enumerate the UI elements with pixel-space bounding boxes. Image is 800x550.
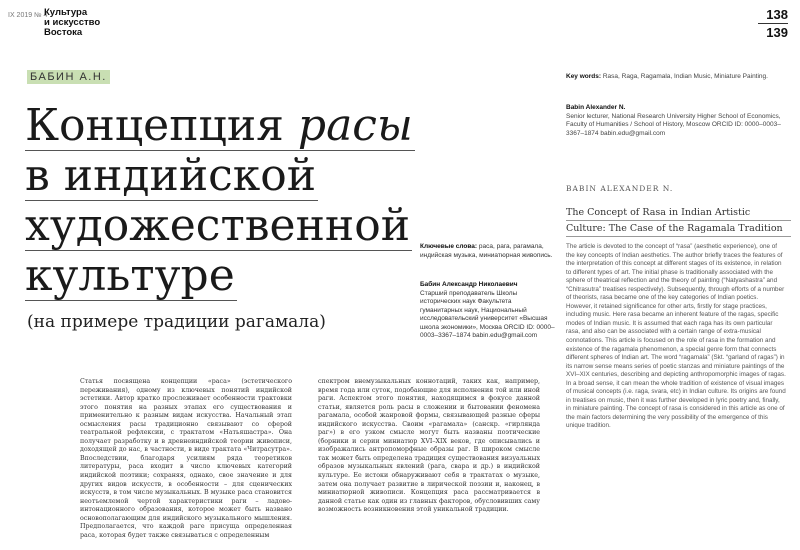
affiliation-ru-name: Бабин Александр Николаевич [420,281,518,288]
affiliation-ru [420,281,555,341]
title-word-italic: расы [297,100,413,151]
issue-label: IX 2019 № 4 [8,12,48,19]
keywords-en-text: Rasa, Raga, Ragamala, Indian Music, Miniature Painting. [601,73,768,80]
article-title-line-4: культуре [25,250,235,301]
affiliation-en-name: Babin Alexander N. [566,104,626,111]
article-title-line-3: художественной [25,200,411,251]
affiliation-en-text: Senior lecturer, National Research University Higher School of Economics, Faculty of Humanities / School of History, Moscow ORCID ID: 0000–0003–3367–1874 babin.edu@gmail.com [566,112,781,137]
keywords-ru [420,243,555,260]
article-title-en [566,205,791,237]
page-number-left: 138 [766,7,788,22]
keywords-ru-text: раса, рага, рагамала, индийская музыка, миниатюрная живопись. [420,243,553,259]
page-numbers [758,6,788,41]
keywords-ru-label: Ключевые слова: [420,243,478,250]
article-title-en-line: The Concept of Rasa in Indian Artistic [566,205,791,221]
journal-title [44,8,134,38]
keywords-en [566,73,791,82]
affiliation-en [566,104,791,138]
journal-title-line: Востока [44,27,83,38]
author-ru: БАБИН А.Н. [27,70,110,84]
journal-title-line: и искусство [44,17,101,28]
abstract-ru-column-1: Статья посвящена концепции «раса» (эстетического переживания), одному из ключевых понятий индийской эстетики. Автор кратко прослеживает особенности трактовки этого понятия на разных этапах его существования и применительно к разным видам искусства. Начальный этап осмысления расы традиционно связывают со сферой театральной рефлексии, с трактатом «Натьяшастра». Она получает разработку и в древнеиндийской теории живописи, доходящей до нас, в частности, в виде трактата «Читрасутра». Впоследствии, благодаря усилиям ряда теоретиков литературы, раса входит в число ключевых категорий индийской поэтики; сохраняя, однако, свое значение и для других видов искусств, в особенности – для сценических искусств, в том числе музыкальных. В музыке раса становится неотъемлемой чертой характеристики раги – ладово-интонационного образования, которое может быть названо основополагающим для индийского музыкального мышления. Предполагается, что каждой раге присуща определенная раса, которая будет также связываться с определенным [80,378,292,539]
article-subtitle: (на примере традиции рагамала) [27,312,326,332]
abstract-en: The article is devoted to the concept of “rasa” (aesthetic experience), one of the key concepts of Indian aesthetics. The author briefly traces the features of the interpretation of this concept at different stages of its existence, in relation to different types of art. The initial phase is traditionally associated with the sphere of theatrical reflection and the theory of painting (“Natyashastra” and “Chitrasutra” treatises respectively). Subsequently, through efforts of a number of theorists, rasa became one of the key categories of Indian poetics. However, it retained significance for other arts, firstly for stage practices, including music. Here rasa became an inherent feature of the ragas, specific modes of Indian music. It is assumed that each raga has its own particular rasa, and also can be associated with a certain range of extra-musical connotations. This article is focused on the role of rasa in the formation and existence of the ragamala phenomenon, a special genre form that connects different spheres of Indian art. The word “ragamala” (Skt. “garland of ragas”) in its narrow sense means series of poetic stanzas and miniature paintings of the XVI–XIX centuries, describing and depicting anthropomorphic images of ragas. In a broad sense, it can mean the whole tradition of existence of visual images of musical concepts (i.e. raga, svara, etc) in Indian culture. Its origins are found in treatises on music, then it was further developed in lyric poetry and, finally, in miniature painting. The concept of rasa is considered in this article as one of the main factors determining the very possibility of the emergence of this unique tradition. [566,243,786,430]
keywords-en-label: Key words: [566,73,602,80]
article-title-line-2: в индийской [25,150,317,201]
author-en: BABIN ALEXANDER N. [566,184,674,193]
journal-title-line: Культура [44,7,88,18]
article-title-line-1 [25,102,415,151]
article-title-en-line: Culture: The Case of the Ragamala Tradition [566,221,791,237]
page-number-right: 139 [766,25,788,40]
affiliation-ru-text: Старший преподаватель Школы исторических наук Факультета гуманитарных наук, Национальный исследовательский университет «Высшая школа экономики», Москва ORCID ID: 0000–0003–3367–1874 babin.edu@gmail.com [420,289,555,339]
title-word: Концепция [25,100,298,151]
abstract-ru-column-2: спектром внемузыкальных коннотаций, таких как, например, время года или суток, подобающие для исполнения той или иной раги. Аспектом этого понятия, находящимся в фокусе данной статьи, является роль расы в сложении и бытовании феномена рагамала, особой жанровой формы, связывающей разные сферы индийского искусства. Своим «рагамала» (санскр. «гирлянда раг») в его узком смысле могут быть названы поэтические (борники и серии миниатюр XVI–XIX веков, где описывались и изображались антропоморфные образы раг. В широком смысле так может быть определена традиция существования визуальных образов музыкальных явлений (рага, свара и др.) в индийской культуре. Ее истоки обнаруживают себя в трактатах о музыке, затем она получает развитие в лирической поэзии и, наконец, в миниатюрной живописи. Концепция раса рассматривается в данной статье как один из главных факторов, обусловивших саму возможность возникновения этой уникальной традиции. [318,378,540,514]
